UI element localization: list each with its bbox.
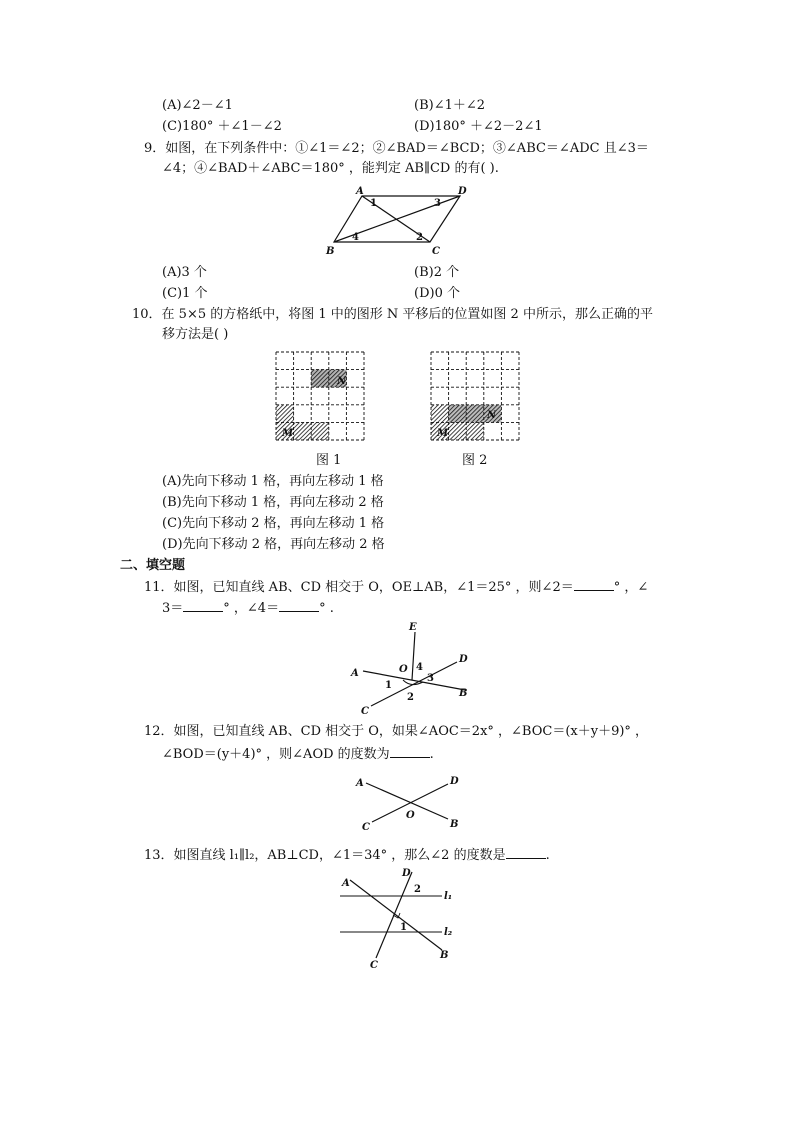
q13-line-post: . [545,848,550,863]
q13-label-c: C [370,960,378,971]
q11-label-b: B [459,688,468,699]
q9-angle-1: 1 [370,198,377,209]
q10-fig2-caption: 图 2 [462,453,488,468]
q9-label-a: A [356,186,364,197]
q13-figure-parallel-lines [330,866,470,970]
q10-option-a: (A)先向下移动 1 格，再向左移动 1 格 [162,474,384,489]
q9-option-b: (B)2 个 [414,265,460,280]
q10-grid-figure-1 [276,352,364,440]
q9-label-d: D [458,186,467,197]
q10-stem-line1: 10．在 5×5 的方格纸中，将图 1 中的图形 N 平移后的位置如图 2 中所示，那么正确的平 [132,307,653,322]
q9-option-d: (D)0 个 [414,286,460,301]
q13-label-l1: l₁ [444,891,453,902]
q10-fig1-label-m: M [282,428,294,439]
q13-blank-angle2[interactable] [506,846,546,859]
q11-label-o: O [399,664,408,675]
q11-label-c: C [361,706,369,717]
q8-option-a: (A)∠2－∠1 [162,98,233,113]
q13-label-d: D [402,868,411,879]
q12-stem-line2 [162,745,434,764]
q11-blank-angle2[interactable] [574,578,614,591]
q13-angle-1: 1 [400,922,407,933]
q13-stem-line [144,846,550,865]
q11-line2-mid: ° ，∠4＝ [223,601,280,616]
q11-blank-angle3[interactable] [183,599,223,612]
q12-line2-pre: ∠BOD＝(y＋4)° ，则∠AOD 的度数为 [162,747,390,762]
q12-label-a: A [356,778,364,789]
q8-option-c: (C)180° ＋∠1－∠2 [162,119,282,134]
q9-option-a: (A)3 个 [162,265,207,280]
q11-angle-1: 1 [385,680,392,691]
q12-label-o: O [406,810,415,821]
q13-label-l2: l₂ [444,927,453,938]
q9-angle-3: 3 [434,198,441,209]
q11-stem-line2 [162,599,334,618]
q10-option-d: (D)先向下移动 2 格，再向左移动 2 格 [162,537,385,552]
q11-line2-post: ° . [319,601,334,616]
q11-label-a: A [351,668,359,679]
q11-line1-post: ° ，∠ [613,580,649,595]
q10-fig2-label-n: N [487,410,497,421]
q11-figure-intersecting-lines [345,618,475,718]
q11-angle-2: 2 [407,692,414,703]
q10-fig1-label-n: N [337,376,347,387]
q8-option-b: (B)∠1＋∠2 [414,98,486,113]
q9-angle-4: 4 [352,232,359,243]
q9-angle-2: 2 [416,232,423,243]
q9-label-c: C [432,246,440,257]
q9-stem-line1: 9．如图，在下列条件中：①∠1＝∠2；②∠BAD＝∠BCD；③∠ABC＝∠ADC 且∠3＝ [144,141,649,156]
q9-label-b: B [326,246,335,257]
q10-option-b: (B)先向下移动 1 格，再向左移动 2 格 [162,495,384,510]
q12-stem-line1: 12．如图，已知直线 AB、CD 相交于 O，如果∠AOC＝2x° ，∠BOC＝(x＋y＋9)° ， [144,724,649,739]
q13-label-b: B [440,950,449,961]
q9-figure-parallelogram [320,184,480,258]
q11-line1-pre: 11．如图，已知直线 AB、CD 相交于 O，OE⊥AB，∠1＝25° ，则∠2＝ [144,580,574,595]
q10-option-c: (C)先向下移动 2 格，再向左移动 1 格 [162,516,385,531]
q11-label-e: E [409,622,417,633]
q11-stem-line1 [144,578,648,597]
q12-line2-post: . [429,747,434,762]
q13-label-a: A [342,878,350,889]
section-title-fill-in: 二、填空题 [120,558,186,573]
q12-figure-intersecting-lines [352,770,472,832]
q12-label-d: D [450,776,459,787]
q11-line2-pre: 3＝ [162,601,184,616]
q11-angle-3: 3 [427,673,434,684]
q10-fig2-label-m: M [437,428,449,439]
q9-stem-line2: ∠4；④∠BAD＋∠ABC＝180° ，能判定 AB∥CD 的有( ). [162,161,499,176]
q12-label-c: C [362,822,370,833]
q10-stem-line2: 移方法是( ) [162,327,229,342]
q13-line-pre: 13．如图直线 l₁∥l₂，AB⊥CD，∠1＝34° ，那么∠2 的度数是 [144,848,506,863]
q11-angle-4: 4 [416,662,423,673]
q11-blank-angle4[interactable] [279,599,319,612]
q11-label-d: D [459,654,468,665]
q12-label-b: B [450,819,459,830]
q10-fig1-caption: 图 1 [316,453,342,468]
q13-angle-2: 2 [414,884,421,895]
q8-option-d: (D)180° ＋∠2－2∠1 [414,119,543,134]
q10-grid-figure-2 [431,352,519,440]
q12-blank-angle-aod[interactable] [390,745,430,758]
q9-option-c: (C)1 个 [162,286,208,301]
